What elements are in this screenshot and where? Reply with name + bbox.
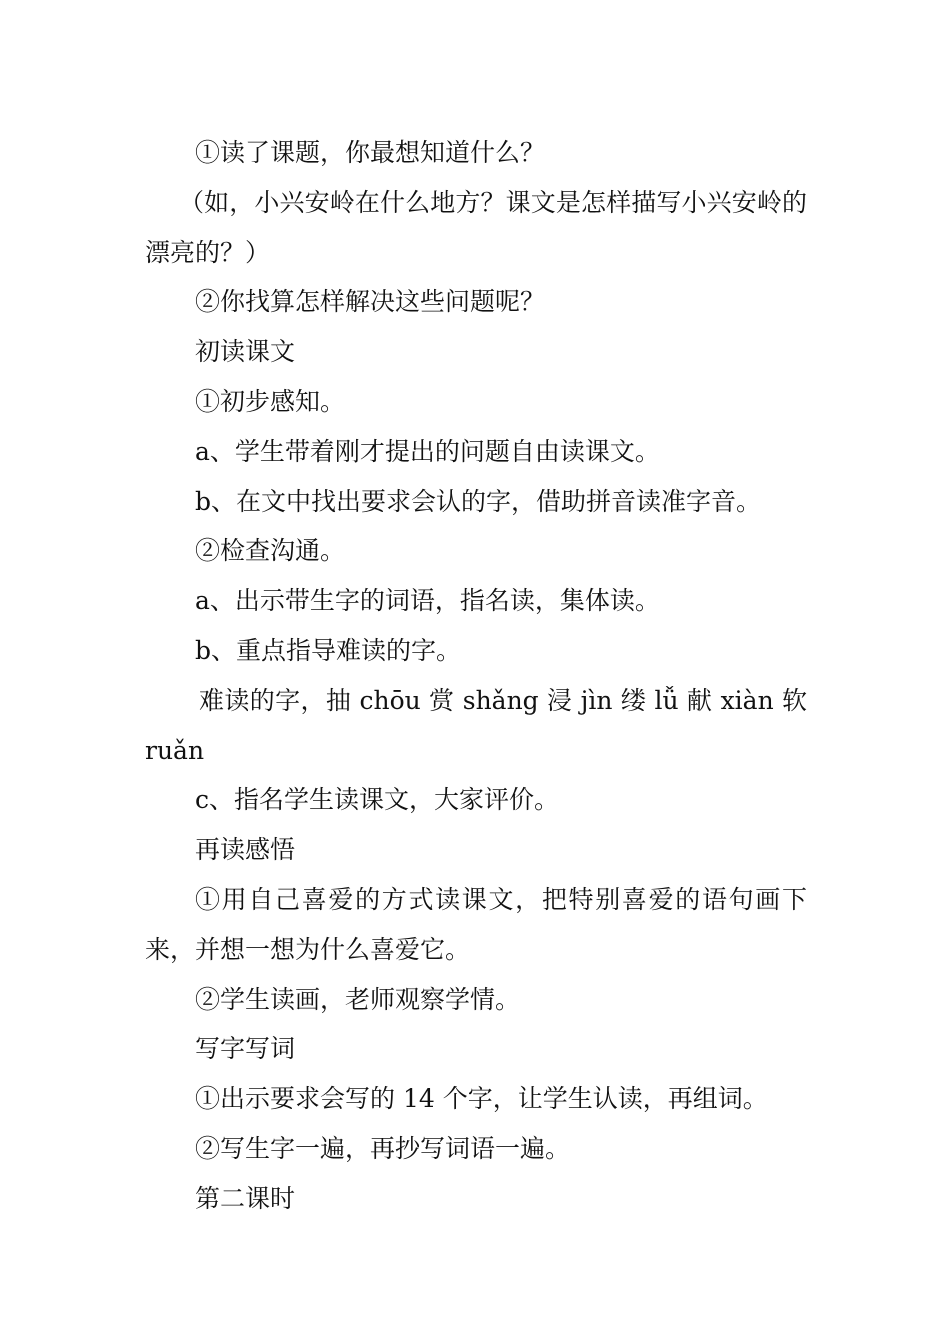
paragraph-difficult-characters: 难读的字，抽 chōu 赏 shǎng 浸 jìn 缕 lǚ 献 xiàn 软 ruǎn xyxy=(145,685,807,765)
paragraph-show-characters: ①出示要求会写的 14 个字，让学生认读，再组词。 xyxy=(195,1084,768,1114)
paragraph-copy-words: ②写生字一遍，再抄写词语一遍。 xyxy=(195,1133,571,1163)
paragraph-find-characters: b、在文中找出要求会认的字，借助拼音读准字音。 xyxy=(195,486,762,516)
section-heading-second-lesson: 第二课时 xyxy=(195,1183,296,1213)
paragraph-teacher-observe: ②学生读画，老师观察学情。 xyxy=(195,984,521,1014)
paragraph-favorite-sentences: ①用自己喜爱的方式读课文，把特别喜爱的语句画下来，并想一想为什么喜爱它。 xyxy=(145,884,807,964)
paragraph-question-title: ①读了课题，你最想知道什么？ xyxy=(195,138,546,167)
paragraph-solve-questions: ②你找算怎样解决这些问题呢？ xyxy=(195,287,546,317)
paragraph-free-reading: a、学生带着刚才提出的问题自由读课文。 xyxy=(195,436,660,466)
paragraph-example-questions: （如，小兴安岭在什么地方？课文是怎样描写小兴安岭的漂亮的？） xyxy=(145,187,807,267)
paragraph-student-reading: c、指名学生读课文，大家评价。 xyxy=(195,785,560,815)
paragraph-difficult-guidance: b、重点指导难读的字。 xyxy=(195,635,462,665)
document-body xyxy=(145,128,807,1224)
paragraph-initial-perception: ①初步感知。 xyxy=(195,386,346,416)
section-heading-first-reading: 初读课文 xyxy=(195,337,296,367)
paragraph-show-words: a、出示带生字的词语，指名读，集体读。 xyxy=(195,586,660,616)
section-heading-writing: 写字写词 xyxy=(195,1034,296,1064)
section-heading-reread: 再读感悟 xyxy=(195,835,296,865)
paragraph-check-communicate: ②检查沟通。 xyxy=(195,536,346,566)
